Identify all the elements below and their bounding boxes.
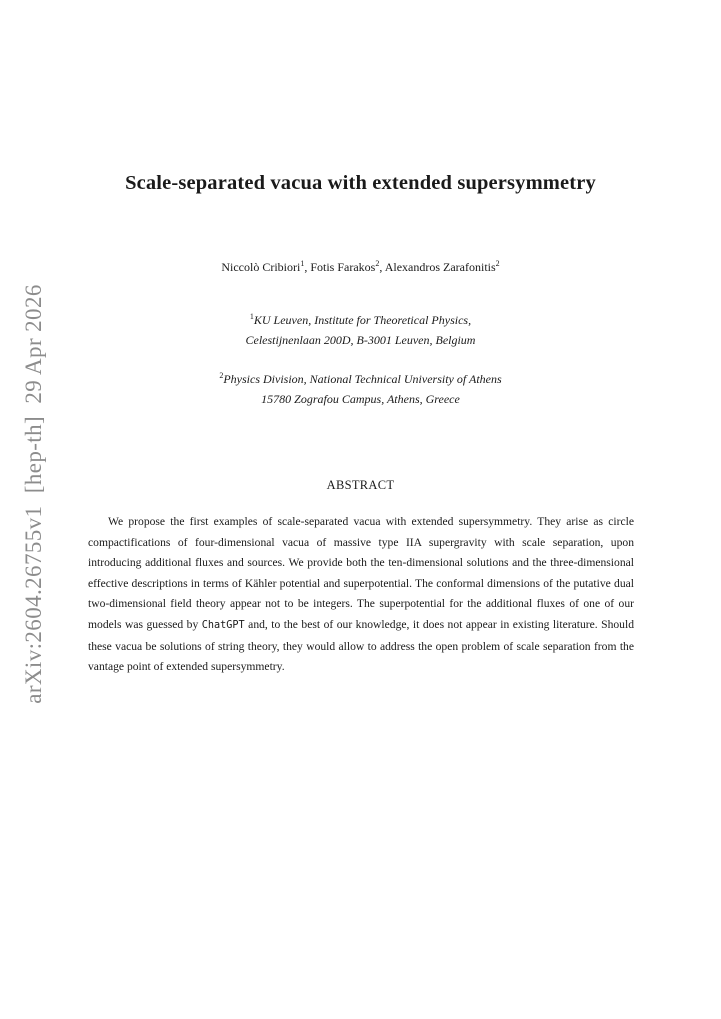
affiliation-1 <box>0 310 721 350</box>
author-name: Niccolò Cribiori <box>221 260 301 274</box>
abstract-text: We propose the first examples of scale-separated vacua with extended supersymmetry. They arise as circle compactifications of four-dimensional vacua of massive type IIA supergravity with scale separation, upon introducing additional fluxes and sources. We provide both the ten-dimensional solutions and the three-dimensional effective descriptions in terms of Kähler potential and superpotential. The conformal dimensions of the putative dual two-dimensional field theory appear not to be integers. The superpotential for the additional fluxes of one of our models was guessed by ChatGPT and, to the best of our knowledge, it does not appear in existing literature. Should these vacua be solutions of string theory, they would allow to address the open problem of scale separation from the vantage point of extended supersymmetry. <box>88 515 634 674</box>
author-affiliation-mark: 2 <box>495 259 500 268</box>
author-name: Fotis Farakos <box>310 260 376 274</box>
author-list: Niccolò Cribiori$^1$, Fotis Farakos$^2$, Alexandros Zarafonitis$^2$ <box>221 259 500 274</box>
arxiv-category: [hep-th] <box>21 415 46 494</box>
affiliation-2 <box>0 369 721 409</box>
author-affiliation-mark: 1 <box>300 259 305 268</box>
chatgpt-code-text: ChatGPT <box>201 619 245 631</box>
affiliation-line: Physics Division, National Technical University of Athens <box>223 372 502 386</box>
affiliation-line: 15780 Zografou Campus, Athens, Greece <box>261 392 460 406</box>
author-name: Alexandros Zarafonitis <box>384 260 496 274</box>
affiliation-line: KU Leuven, Institute for Theoretical Physics, <box>253 313 472 327</box>
paper-title: Scale-separated vacua with extended supersymmetry <box>125 172 596 194</box>
affiliation-mark: 1 <box>249 312 254 321</box>
arxiv-id: arXiv:2604.26755v1 <box>21 505 46 704</box>
arxiv-date: 29 Apr 2026 <box>21 284 46 404</box>
affiliation-mark: 2 <box>219 371 224 380</box>
affiliation-line: Celestijnenlaan 200D, B-3001 Leuven, Belgium <box>245 333 476 347</box>
abstract-heading: ABSTRACT <box>326 478 395 492</box>
author-affiliation-mark: 2 <box>375 259 380 268</box>
